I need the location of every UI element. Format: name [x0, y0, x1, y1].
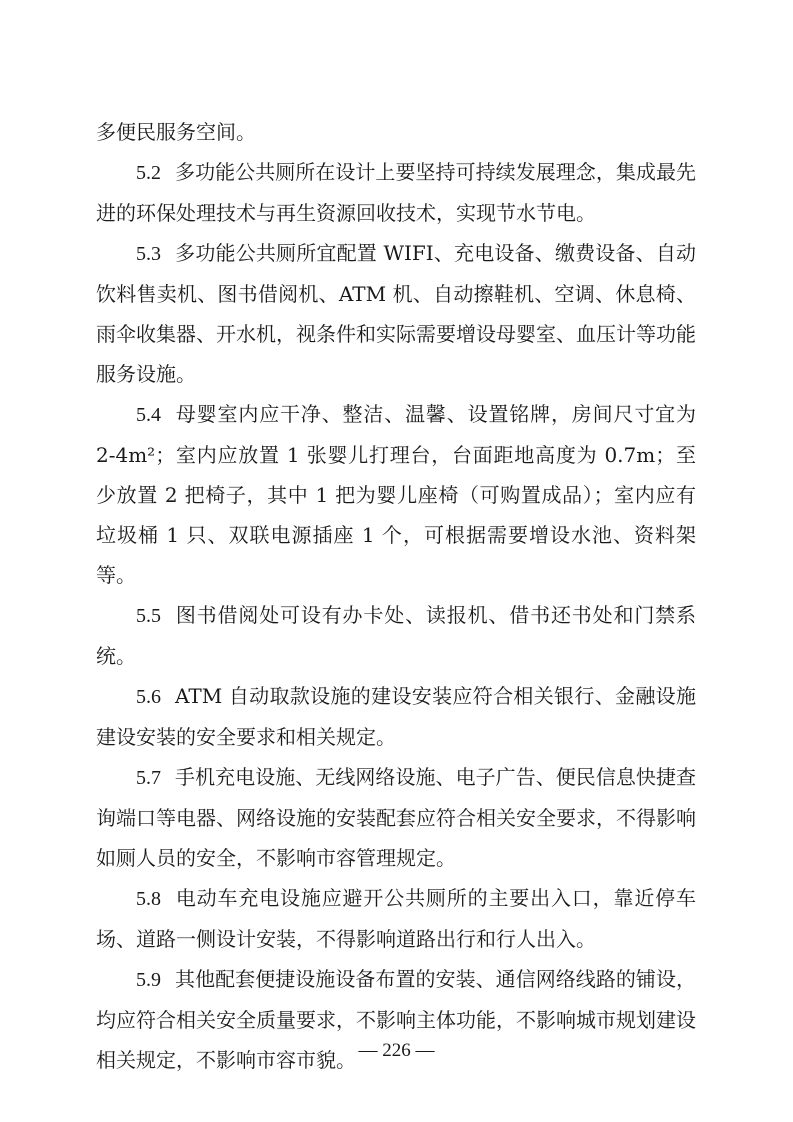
clause-number: 5.5: [136, 605, 161, 627]
clause-number: 5.8: [136, 888, 161, 910]
clause-5-3: [96, 233, 696, 394]
clause-text: 多功能公共厕所宜配置 WIFI、充电设备、缴费设备、自动饮料售卖机、图书借阅机、ATM 机、自动擦鞋机、空调、休息椅、雨伞收集器、开水机，视条件和实际需要增设母婴室、血压计等功能服务设施。: [96, 241, 696, 386]
continuation-paragraph: 多便民服务空间。: [96, 120, 256, 144]
clause-number: 5.9: [136, 969, 161, 991]
clause-text: 母婴室内应干净、整洁、温馨、设置铭牌，房间尺寸宜为 2-4m²；室内应放置 1 张婴儿打理台，台面距地高度为 0.7m；至少放置 2 把椅子，其中 1 把为婴儿座椅（可购置成品）；室内应有垃圾桶 1 只、双联电源插座 1 个，可根据需要增设水池、资料架等。: [96, 402, 696, 587]
clause-number: 5.4: [136, 404, 161, 426]
clause-5-4: [96, 394, 696, 595]
clause-text: ATM 自动取款设施的建设安装应符合相关银行、金融设施建设安装的安全要求和相关规定。: [96, 684, 696, 749]
clause-5-8: [96, 878, 696, 959]
body-text: [96, 112, 696, 1080]
clause-text: 其他配套便捷设施设备布置的安装、通信网络线路的铺设，均应符合相关安全质量要求，不影响主体功能，不影响城市规划建设相关规定，不影响市容市貌。: [96, 967, 696, 1072]
clause-number: 5.7: [136, 767, 161, 789]
page-number: — 226 —: [358, 1040, 435, 1061]
clause-5-6: [96, 676, 696, 757]
clause-5-7: [96, 757, 696, 878]
clause-number: 5.3: [136, 243, 161, 265]
clause-5-5: [96, 595, 696, 676]
clause-text: 多功能公共厕所在设计上要坚持可持续发展理念，集成最先进的环保处理技术与再生资源回收技术，实现节水节电。: [96, 160, 696, 225]
clause-number: 5.6: [136, 686, 161, 708]
clause-number: 5.2: [136, 162, 161, 184]
clause-5-2: [96, 152, 696, 233]
clause-text: 图书借阅处可设有办卡处、读报机、借书还书处和门禁系统。: [96, 603, 696, 668]
clause-text: 手机充电设施、无线网络设施、电子广告、便民信息快捷查询端口等电器、网络设施的安装配套应符合相关安全要求，不得影响如厕人员的安全，不影响市容管理规定。: [96, 765, 696, 870]
clause-text: 电动车充电设施应避开公共厕所的主要出入口，靠近停车场、道路一侧设计安装，不得影响道路出行和行人出入。: [96, 886, 696, 951]
